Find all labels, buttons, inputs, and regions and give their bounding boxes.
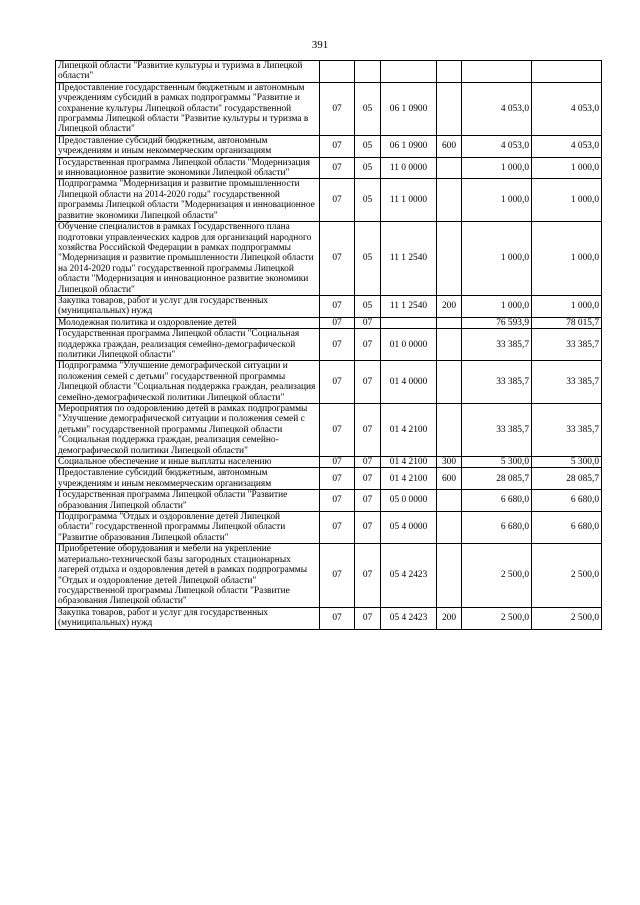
- section-code-cell: [320, 61, 355, 83]
- expense-type-cell: 200: [437, 607, 462, 629]
- section-code-cell: 07: [320, 468, 355, 490]
- section-code-cell: 07: [320, 607, 355, 629]
- expense-type-cell: [437, 157, 462, 179]
- expense-type-cell: [437, 329, 462, 361]
- amount-year2-cell: 4 053,0: [532, 135, 602, 157]
- amount-year2-cell: 2 500,0: [532, 607, 602, 629]
- section-code-cell: 07: [320, 82, 355, 135]
- subsection-code-cell: 07: [355, 512, 381, 544]
- table-row: [56, 544, 602, 607]
- table-row: [56, 222, 602, 296]
- subsection-code-cell: 07: [355, 468, 381, 490]
- expense-type-cell: [437, 544, 462, 607]
- subsection-code-cell: 07: [355, 404, 381, 457]
- amount-year2-cell: 4 053,0: [532, 82, 602, 135]
- section-code-cell: 07: [320, 490, 355, 512]
- row-name-cell: Мероприятия по оздоровлению детей в рамках подпрограммы "Улучшение демографической ситуации и положения семей с детьми" государственной программы Липецкой области "Социальная поддержка граждан, реализация семейно-демографической политики Липецкой области": [56, 404, 320, 457]
- expense-type-cell: [437, 222, 462, 296]
- table-row: [56, 457, 602, 468]
- amount-year2-cell: 28 085,7: [532, 468, 602, 490]
- subsection-code-cell: 07: [355, 490, 381, 512]
- amount-year2-cell: 1 000,0: [532, 295, 602, 317]
- table-row: [56, 82, 602, 135]
- amount-year1-cell: [462, 61, 532, 83]
- expense-type-cell: 600: [437, 468, 462, 490]
- amount-year1-cell: 28 085,7: [462, 468, 532, 490]
- amount-year1-cell: 33 385,7: [462, 329, 532, 361]
- expense-type-cell: [437, 490, 462, 512]
- amount-year2-cell: 6 680,0: [532, 490, 602, 512]
- amount-year1-cell: 1 000,0: [462, 295, 532, 317]
- target-article-cell: 05 4 0000: [381, 512, 437, 544]
- amount-year2-cell: 33 385,7: [532, 329, 602, 361]
- amount-year2-cell: 1 000,0: [532, 222, 602, 296]
- amount-year2-cell: 1 000,0: [532, 179, 602, 222]
- amount-year1-cell: 76 593,9: [462, 317, 532, 328]
- subsection-code-cell: 05: [355, 82, 381, 135]
- amount-year1-cell: 2 500,0: [462, 544, 532, 607]
- table-row: [56, 61, 602, 83]
- row-name-cell: Приобретение оборудования и мебели на укрепление материально-технической базы загородных стационарных лагерей отдыха и оздоровления детей в рамках подпрограммы "Отдых и оздоровление детей Липецкой области" государственной программы Липецкой области "Развитие образования Липецкой области": [56, 544, 320, 607]
- target-article-cell: 06 1 0900: [381, 135, 437, 157]
- table-row: [56, 512, 602, 544]
- expense-type-cell: [437, 179, 462, 222]
- row-name-cell: Государственная программа Липецкой области "Развитие образования Липецкой области": [56, 490, 320, 512]
- expense-type-cell: [437, 404, 462, 457]
- section-code-cell: 07: [320, 317, 355, 328]
- amount-year2-cell: 6 680,0: [532, 512, 602, 544]
- table-row: [56, 361, 602, 404]
- row-name-cell: Социальное обеспечение и иные выплаты населению: [56, 457, 320, 468]
- amount-year2-cell: [532, 61, 602, 83]
- subsection-code-cell: 07: [355, 544, 381, 607]
- target-article-cell: 01 4 2100: [381, 468, 437, 490]
- table-row: [56, 404, 602, 457]
- subsection-code-cell: 05: [355, 295, 381, 317]
- budget-table-body: [56, 61, 602, 630]
- subsection-code-cell: 07: [355, 329, 381, 361]
- table-row: [56, 135, 602, 157]
- row-name-cell: Липецкой области "Развитие культуры и туризма в Липецкой области": [56, 61, 320, 83]
- section-code-cell: 07: [320, 179, 355, 222]
- table-row: [56, 490, 602, 512]
- row-name-cell: Предоставление субсидий бюджетным, автономным учреждениям и иным некоммерческим организациям: [56, 468, 320, 490]
- amount-year1-cell: 2 500,0: [462, 607, 532, 629]
- target-article-cell: 11 1 2540: [381, 295, 437, 317]
- section-code-cell: 07: [320, 544, 355, 607]
- row-name-cell: Обучение специалистов в рамках Государственного плана подготовки управленческих кадров для организаций народного хозяйства Российской Федерации в рамках подпрограммы "Модернизация и развитие промышленности Липецкой области на 2014-2020 годы" государственной программы Липецкой области "Модернизация и инновационное развитие экономики Липецкой области": [56, 222, 320, 296]
- target-article-cell: 01 0 0000: [381, 329, 437, 361]
- section-code-cell: 07: [320, 157, 355, 179]
- section-code-cell: 07: [320, 361, 355, 404]
- target-article-cell: 05 4 2423: [381, 544, 437, 607]
- amount-year1-cell: 1 000,0: [462, 222, 532, 296]
- expense-type-cell: [437, 512, 462, 544]
- expense-type-cell: 600: [437, 135, 462, 157]
- table-row: [56, 329, 602, 361]
- amount-year1-cell: 6 680,0: [462, 490, 532, 512]
- amount-year2-cell: 33 385,7: [532, 404, 602, 457]
- target-article-cell: [381, 61, 437, 83]
- subsection-code-cell: 05: [355, 157, 381, 179]
- target-article-cell: 11 1 0000: [381, 179, 437, 222]
- subsection-code-cell: 07: [355, 317, 381, 328]
- section-code-cell: 07: [320, 329, 355, 361]
- expense-type-cell: [437, 61, 462, 83]
- section-code-cell: 07: [320, 135, 355, 157]
- row-name-cell: Предоставление государственным бюджетным и автономным учреждениям субсидий в рамках подпрограммы "Развитие и сохранение культуры Липецкой области" государственной программы Липецкой области "Развитие культуры и туризма в Липецкой области": [56, 82, 320, 135]
- section-code-cell: 07: [320, 222, 355, 296]
- target-article-cell: [381, 317, 437, 328]
- target-article-cell: 01 4 2100: [381, 404, 437, 457]
- table-row: [56, 607, 602, 629]
- budget-table: [55, 60, 602, 630]
- row-name-cell: Подпрограмма "Отдых и оздоровление детей Липецкой области" государственной программы Липецкой области "Развитие образования Липецкой области": [56, 512, 320, 544]
- table-row: [56, 295, 602, 317]
- amount-year1-cell: 1 000,0: [462, 157, 532, 179]
- row-name-cell: Закупка товаров, работ и услуг для государственных (муниципальных) нужд: [56, 607, 320, 629]
- amount-year1-cell: 4 053,0: [462, 135, 532, 157]
- amount-year2-cell: 2 500,0: [532, 544, 602, 607]
- section-code-cell: 07: [320, 457, 355, 468]
- amount-year1-cell: 5 300,0: [462, 457, 532, 468]
- amount-year2-cell: 5 300,0: [532, 457, 602, 468]
- subsection-code-cell: 07: [355, 607, 381, 629]
- target-article-cell: 05 0 0000: [381, 490, 437, 512]
- row-name-cell: Подпрограмма "Модернизация и развитие промышленности Липецкой области на 2014-2020 годы" государственной программы Липецкой области "Модернизация и инновационное развитие экономики Липецкой области": [56, 179, 320, 222]
- row-name-cell: Подпрограмма "Улучшение демографической ситуации и положения семей с детьми" государственной программы Липецкой области "Социальная поддержка граждан, реализация семейно-демографической политики Липецкой области": [56, 361, 320, 404]
- expense-type-cell: 300: [437, 457, 462, 468]
- table-row: [56, 317, 602, 328]
- expense-type-cell: 200: [437, 295, 462, 317]
- target-article-cell: 01 4 0000: [381, 361, 437, 404]
- expense-type-cell: [437, 317, 462, 328]
- target-article-cell: 05 4 2423: [381, 607, 437, 629]
- amount-year1-cell: 4 053,0: [462, 82, 532, 135]
- row-name-cell: Закупка товаров, работ и услуг для государственных (муниципальных) нужд: [56, 295, 320, 317]
- section-code-cell: 07: [320, 404, 355, 457]
- subsection-code-cell: 07: [355, 457, 381, 468]
- expense-type-cell: [437, 82, 462, 135]
- table-row: [56, 468, 602, 490]
- page-number: 391: [311, 39, 329, 51]
- row-name-cell: Государственная программа Липецкой области "Модернизация и инновационное развитие экономики Липецкой области": [56, 157, 320, 179]
- table-row: [56, 157, 602, 179]
- amount-year2-cell: 78 015,7: [532, 317, 602, 328]
- amount-year2-cell: 1 000,0: [532, 157, 602, 179]
- row-name-cell: Государственная программа Липецкой области "Социальная поддержка граждан, реализация семейно-демографической политики Липецкой области": [56, 329, 320, 361]
- row-name-cell: Предоставление субсидий бюджетным, автономным учреждениям и иным некоммерческим организациям: [56, 135, 320, 157]
- subsection-code-cell: 05: [355, 179, 381, 222]
- amount-year1-cell: 1 000,0: [462, 179, 532, 222]
- table-row: [56, 179, 602, 222]
- row-name-cell: Молодежная политика и оздоровление детей: [56, 317, 320, 328]
- target-article-cell: 11 1 2540: [381, 222, 437, 296]
- target-article-cell: 11 0 0000: [381, 157, 437, 179]
- subsection-code-cell: 07: [355, 361, 381, 404]
- subsection-code-cell: 05: [355, 222, 381, 296]
- amount-year2-cell: 33 385,7: [532, 361, 602, 404]
- amount-year1-cell: 33 385,7: [462, 361, 532, 404]
- amount-year1-cell: 33 385,7: [462, 404, 532, 457]
- subsection-code-cell: [355, 61, 381, 83]
- amount-year1-cell: 6 680,0: [462, 512, 532, 544]
- section-code-cell: 07: [320, 295, 355, 317]
- target-article-cell: 01 4 2100: [381, 457, 437, 468]
- subsection-code-cell: 05: [355, 135, 381, 157]
- target-article-cell: 06 1 0900: [381, 82, 437, 135]
- section-code-cell: 07: [320, 512, 355, 544]
- expense-type-cell: [437, 361, 462, 404]
